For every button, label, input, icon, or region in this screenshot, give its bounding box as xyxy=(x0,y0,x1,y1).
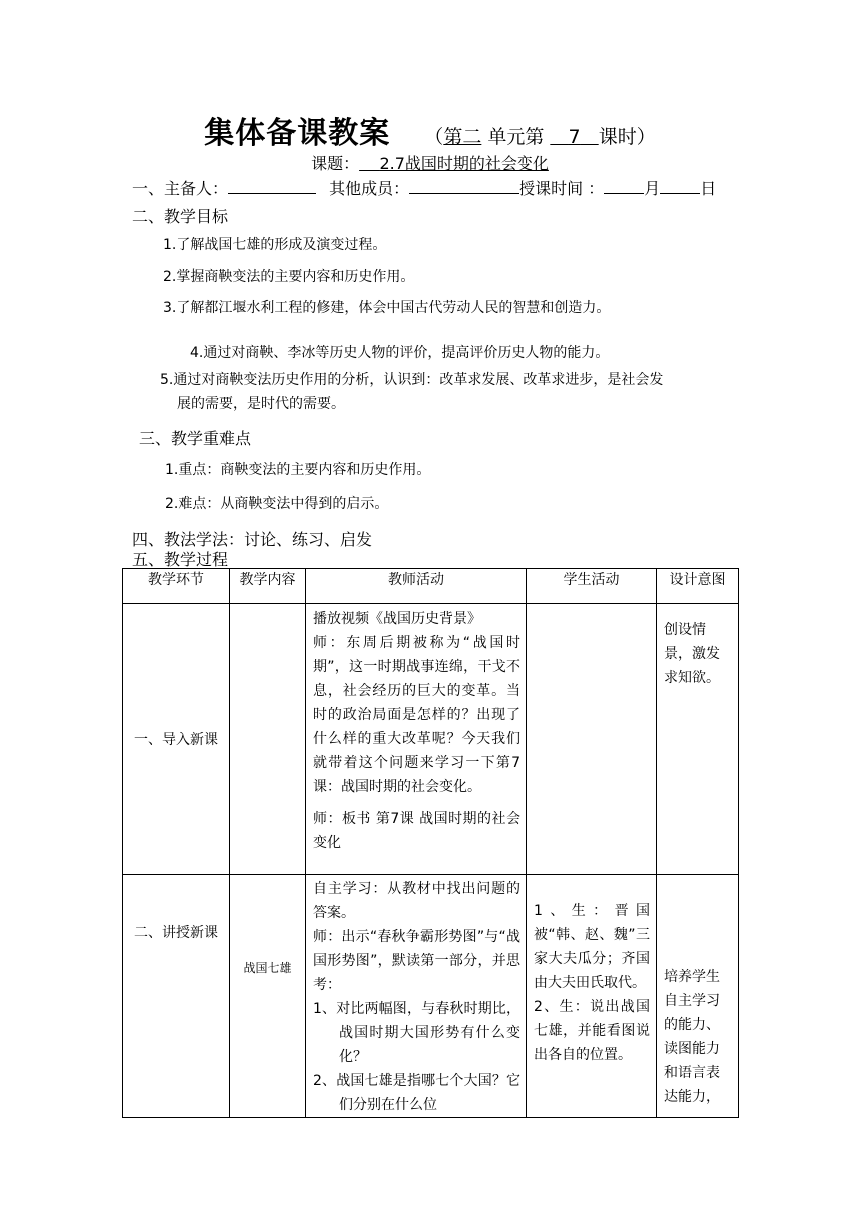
content-cell xyxy=(230,604,306,875)
stage-cell: 一、导入新课 xyxy=(123,604,230,875)
header-teacher: 教师活动 xyxy=(306,569,527,604)
header-stage: 教学环节 xyxy=(123,569,230,604)
title-text: 集体备课教案 xyxy=(204,116,391,151)
month-blank xyxy=(604,179,644,194)
topic-value: 2.7战国时期的社会变化 xyxy=(379,154,549,173)
goal-item: 4.通过对商鞅、李冰等历史人物的评价，提高评价历史人物的能力。 xyxy=(190,345,610,361)
unit-number: 第二 xyxy=(443,126,482,148)
intent-cell: 培养学生自主学习的能力、读图能力和语言表达能力， xyxy=(657,875,739,1118)
goal-item: 2.掌握商鞅变法的主要内容和历史作用。 xyxy=(163,269,415,285)
methods-line: 四、教法学法：讨论、练习、启发 xyxy=(132,530,373,549)
keypoint-item: 2.难点：从商鞅变法中得到的启示。 xyxy=(165,496,389,512)
intent-cell: 创设情景，激发求知欲。 xyxy=(657,604,739,875)
header-content: 教学内容 xyxy=(230,569,306,604)
keypoints-heading: 三、教学重难点 xyxy=(139,429,252,448)
preparer-blank xyxy=(228,179,316,194)
table-header-row xyxy=(123,569,739,604)
lesson-topic: 课题： 2.7战国时期的社会变化 xyxy=(311,154,549,173)
table-row xyxy=(123,875,739,1118)
table-row xyxy=(123,604,739,875)
content-cell: 战国七雄 xyxy=(230,875,306,1118)
goal-item: 5.通过对商鞅变法历史作用的分析，认识到：改革求发展、改革求进步，是社会发 xyxy=(160,372,664,388)
keypoint-item: 1.重点：商鞅变法的主要内容和历史作用。 xyxy=(165,462,431,478)
student-cell: 1、生：晋国被“韩、赵、魏”三家大夫瓜分；齐国由大夫田氏取代。 2、生：说出战国七雄，并能看图说出各自的位置。 xyxy=(527,875,657,1118)
document-title xyxy=(0,108,860,152)
members-blank xyxy=(409,179,519,194)
stage-cell: 二、讲授新课 xyxy=(123,875,230,1118)
lesson-number: 7 xyxy=(568,126,581,148)
goals-heading: 二、教学目标 xyxy=(132,207,229,226)
info-line: 一、主备人： 其他成员： 授课时间 ： 月 日 xyxy=(132,179,717,198)
goal-item: 1.了解战国七雄的形成及演变过程。 xyxy=(163,237,387,253)
unit-lesson-info: （第二 单元第 7 课时） xyxy=(424,126,656,148)
process-table xyxy=(122,568,739,1118)
day-blank xyxy=(660,179,700,194)
teacher-cell: 自主学习：从教材中找出问题的答案。 师：出示“春秋争霸形势图”与“战国形势图”，默读第一部分，并思考： 1、对比两幅图，与春秋时期比，战国时期大国形势有什么变化？ 2、战国七雄是指哪七个大国？它们分别在什么位 xyxy=(306,875,527,1118)
process-heading: 五、教学过程 xyxy=(132,550,229,569)
header-intent: 设计意图 xyxy=(657,569,739,604)
header-student: 学生活动 xyxy=(527,569,657,604)
goal-item: 展的需要，是时代的需要。 xyxy=(177,396,345,412)
student-cell xyxy=(527,604,657,875)
teacher-cell: 播放视频《战国历史背景》 师：东周后期被称为“战国时期”，这一时期战事连绵，干戈不息，社会经历的巨大的变革。当时的政治局面是怎样的？出现了什么样的重大改革呢？今天我们就带着这个问题来学习一下第7课：战国时期的社会变化。 师：板书 第7课 战国时期的社会变化 xyxy=(306,604,527,875)
goal-item: 3.了解都江堰水利工程的修建，体会中国古代劳动人民的智慧和创造力。 xyxy=(163,300,611,316)
